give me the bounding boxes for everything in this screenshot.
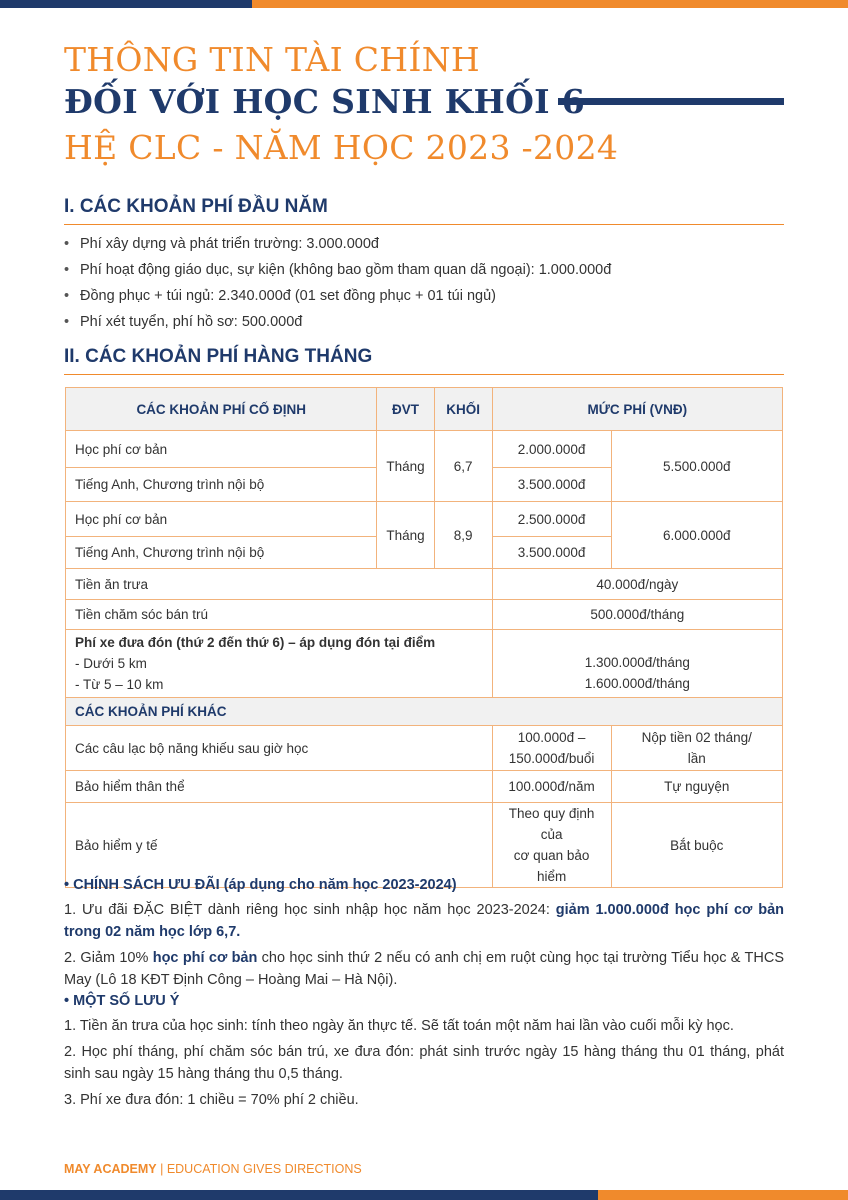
section-1-heading: I. CÁC KHOẢN PHÍ ĐẦU NĂM bbox=[64, 196, 784, 225]
title-accent-bar bbox=[558, 98, 784, 105]
health-insurance-name: Bảo hiểm y tế bbox=[66, 803, 493, 888]
accident-insurance-note: Tự nguyện bbox=[611, 771, 782, 803]
health-fee-line1: Theo quy định của bbox=[508, 806, 595, 842]
fee-grade: 6,7 bbox=[434, 431, 492, 502]
list-item: • Phí xét tuyển, phí hồ sơ: 500.000đ bbox=[64, 309, 611, 335]
table-row bbox=[66, 630, 783, 698]
title-line-3: HỆ CLC - NĂM HỌC 2023 -2024 bbox=[64, 128, 619, 167]
top-orange-bar bbox=[252, 0, 848, 8]
clubs-note-line1: Nộp tiền 02 tháng/ bbox=[641, 730, 752, 745]
bottom-navy-bar bbox=[0, 1190, 598, 1200]
fee-unit: Tháng bbox=[377, 502, 434, 569]
fee-amount: 3.500.000đ bbox=[492, 468, 611, 502]
clubs-note bbox=[611, 726, 782, 771]
fee-grade: 8,9 bbox=[434, 502, 492, 569]
clubs-note-line2: lần bbox=[687, 751, 706, 766]
policy-item-1-text: 1. Ưu đãi ĐẶC BIỆT dành riêng học sinh nhập học năm học 2023-2024: bbox=[64, 902, 556, 918]
bus-fee-under5: 1.300.000đ/tháng bbox=[584, 654, 690, 670]
fee-amount: 3.500.000đ bbox=[492, 537, 611, 569]
bus-fee-5to10: 1.600.000đ/tháng bbox=[584, 675, 690, 691]
clubs-name: Các câu lạc bộ năng khiếu sau giờ học bbox=[66, 726, 493, 771]
list-item: • Đồng phục + túi ngủ: 2.340.000đ (01 set đồng phục + 01 túi ngủ) bbox=[64, 283, 611, 309]
footer-tagline: EDUCATION GIVES DIRECTIONS bbox=[166, 1162, 362, 1176]
note-item: 1. Tiền ăn trưa của học sinh: tính theo ngày ăn thực tế. Sẽ tất toán một năm hai lần vào cuối mỗi kỳ học. bbox=[64, 1018, 734, 1034]
policy-heading: • CHÍNH SÁCH ƯU ĐÃI (áp dụng cho năm học 2023-2024) bbox=[64, 877, 457, 893]
health-insurance-note: Bắt buộc bbox=[611, 803, 782, 888]
fee-name: Tiếng Anh, Chương trình nội bộ bbox=[66, 537, 377, 569]
title-line-2: ĐỐI VỚI HỌC SINH KHỐI 6 bbox=[64, 82, 585, 121]
fee-unit: Tháng bbox=[377, 431, 434, 502]
fee-amount: 2.000.000đ bbox=[492, 431, 611, 468]
table-row bbox=[66, 569, 783, 600]
clubs-fee-line2: 150.000đ/buổi bbox=[508, 751, 595, 766]
fee-name: Học phí cơ bản bbox=[66, 502, 377, 537]
footer-brand: MAY ACADEMY bbox=[64, 1162, 157, 1176]
note-item: 2. Học phí tháng, phí chăm sóc bán trú, xe đưa đón: phát sinh trước ngày 15 hàng tháng thu 01 tháng, phát sinh sau ngày 15 hàng tháng thu 0,5 tháng. bbox=[64, 1044, 784, 1082]
fee-name: Học phí cơ bản bbox=[66, 431, 377, 468]
list-item: • Phí xây dựng và phát triển trường: 3.000.000đ bbox=[64, 231, 611, 257]
policy-item-2-pre: 2. Giảm 10% bbox=[64, 950, 153, 966]
section-1-list bbox=[64, 231, 611, 335]
other-fees-heading-row bbox=[66, 698, 783, 726]
header-fee: MỨC PHÍ (VNĐ) bbox=[492, 388, 782, 431]
note-item: 3. Phí xe đưa đón: 1 chiều = 70% phí 2 chiều. bbox=[64, 1092, 359, 1108]
monthly-fee-table bbox=[65, 387, 783, 888]
policy-item-2 bbox=[64, 947, 784, 991]
title-line-1: THÔNG TIN TÀI CHÍNH bbox=[64, 40, 480, 79]
table-row bbox=[66, 726, 783, 771]
table-row bbox=[66, 600, 783, 630]
boarding-fee: 500.000đ/tháng bbox=[492, 600, 782, 630]
header-fixed-fees: CÁC KHOẢN PHÍ CỐ ĐỊNH bbox=[66, 388, 377, 431]
fee-total: 6.000.000đ bbox=[611, 502, 782, 569]
fee-name: Tiếng Anh, Chương trình nội bộ bbox=[66, 468, 377, 502]
lunch-fee: 40.000đ/ngày bbox=[492, 569, 782, 600]
bottom-orange-bar bbox=[598, 1190, 848, 1200]
footer-separator: | bbox=[156, 1162, 167, 1176]
other-fees-heading: CÁC KHOẢN PHÍ KHÁC bbox=[66, 698, 783, 726]
header-unit: ĐVT bbox=[377, 388, 434, 431]
bus-fee-values bbox=[492, 630, 782, 698]
health-fee-line2: cơ quan bảo hiểm bbox=[513, 848, 590, 884]
policy-item-2-post: cho học sinh thứ 2 nếu có anh chị em ruột cùng học tại trường Tiểu học & THCS May (Lô 18 KĐT Định Công – Hoàng Mai – Hà Nội). bbox=[64, 950, 784, 988]
table-row bbox=[66, 431, 783, 468]
bus-fee-cell bbox=[66, 630, 493, 698]
clubs-fee bbox=[492, 726, 611, 771]
notes-heading: • MỘT SỐ LƯU Ý bbox=[64, 993, 180, 1009]
notes-block bbox=[64, 990, 784, 1111]
header-grade: KHỐI bbox=[434, 388, 492, 431]
lunch-name: Tiền ăn trưa bbox=[66, 569, 493, 600]
boarding-name: Tiền chăm sóc bán trú bbox=[66, 600, 493, 630]
section-2-heading: II. CÁC KHOẢN PHÍ HÀNG THÁNG bbox=[64, 346, 784, 375]
top-navy-bar bbox=[0, 0, 252, 8]
bus-distance-under5: - Dưới 5 km bbox=[75, 656, 147, 671]
list-item: • Phí hoạt động giáo dục, sự kiện (không bao gồm tham quan dã ngoại): 1.000.000đ bbox=[64, 257, 611, 283]
footer bbox=[64, 1162, 362, 1176]
policy-item-1-highlight: giảm 1.000.000đ học phí cơ bản trong 02 năm học lớp 6,7. bbox=[64, 902, 784, 940]
table-row bbox=[66, 771, 783, 803]
fee-total: 5.500.000đ bbox=[611, 431, 782, 502]
fee-amount: 2.500.000đ bbox=[492, 502, 611, 537]
accident-insurance-fee: 100.000đ/năm bbox=[492, 771, 611, 803]
policy-item-2-highlight: học phí cơ bản bbox=[152, 950, 258, 966]
table-header-row bbox=[66, 388, 783, 431]
bus-fee-title: Phí xe đưa đón (thứ 2 đến thứ 6) – áp dụng đón tại điểm bbox=[75, 635, 436, 650]
table-row bbox=[66, 502, 783, 537]
accident-insurance-name: Bảo hiểm thân thể bbox=[66, 771, 493, 803]
bus-distance-5to10: - Từ 5 – 10 km bbox=[75, 677, 164, 692]
policy-block bbox=[64, 874, 784, 991]
clubs-fee-line1: 100.000đ – bbox=[517, 730, 586, 745]
policy-item-1 bbox=[64, 899, 784, 943]
